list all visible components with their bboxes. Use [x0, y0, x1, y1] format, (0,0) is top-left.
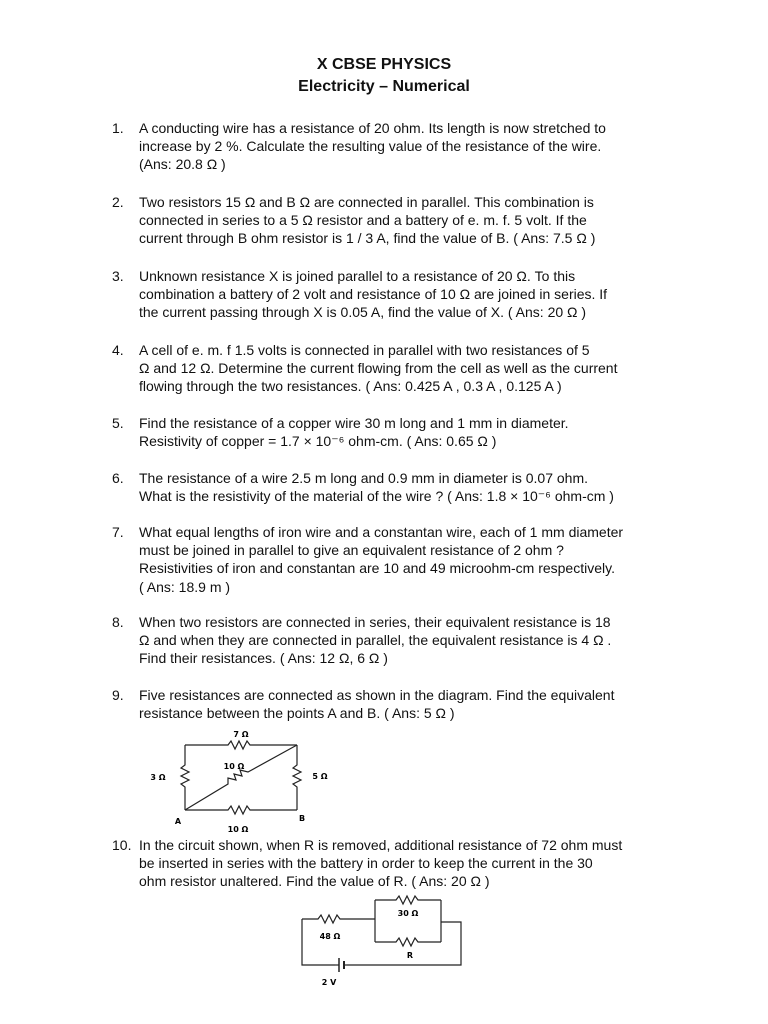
question-number: 7.: [112, 524, 124, 540]
question-line: Ω and when they are connected in parallel, the equivalent resistance is 4 Ω .: [139, 632, 612, 649]
question-line: What is the resistivity of the material of the wire ? ( Ans: 1.8 × 10⁻⁶ ohm-cm ): [139, 488, 614, 505]
resistor-left: [181, 745, 189, 810]
question-line: What equal lengths of iron wire and a constantan wire, each of 1 mm diameter: [139, 524, 624, 540]
label-battery: 2 V: [321, 978, 337, 987]
question-1: [112, 119, 672, 174]
question-line: increase by 2 %. Calculate the resulting value of the resistance of the wire.: [139, 138, 602, 155]
resistor-right: [293, 745, 301, 810]
question-number: 4.: [112, 342, 124, 358]
question-line: Ω and 12 Ω. Determine the current flowing from the cell as well as the current: [139, 360, 618, 377]
question-8: [112, 613, 672, 668]
resistor-network-diagram: [140, 725, 350, 835]
question-7: [112, 523, 672, 596]
question-line: connected in series to a 5 Ω resistor and a battery of e. m. f. 5 volt. If the: [139, 212, 587, 229]
label-point-b: B: [298, 814, 306, 823]
question-line: combination a battery of 2 volt and resistance of 10 Ω are joined in series. If: [139, 286, 608, 303]
question-line: resistance between the points A and B. ( Ans: 5 Ω ): [139, 705, 455, 722]
question-line: ohm resistor unaltered. Find the value of R. ( Ans: 20 Ω ): [139, 873, 490, 890]
question-line: A conducting wire has a resistance of 20 ohm. Its length is now stretched to: [139, 120, 606, 136]
label-resistor-30: 30 Ω: [397, 909, 419, 918]
label-left-resistor: 3 Ω: [150, 773, 166, 782]
label-bottom-resistor: 10 Ω: [227, 825, 249, 834]
question-line: Two resistors 15 Ω and B Ω are connected in parallel. This combination is: [139, 194, 594, 210]
question-9: [112, 686, 672, 722]
question-line: ( Ans: 18.9 m ): [139, 578, 231, 595]
battery-circuit-diagram: [290, 892, 470, 992]
question-line: be inserted in series with the battery in order to keep the current in the 30: [139, 855, 593, 872]
question-line: Resistivity of copper = 1.7 × 10⁻⁶ ohm-cm. ( Ans: 0.65 Ω ): [139, 433, 497, 450]
page-subtitle: Electricity – Numerical: [298, 78, 470, 95]
label-resistor-48: 48 Ω: [319, 932, 341, 941]
resistor-top: [185, 741, 297, 749]
question-3: [112, 267, 672, 322]
question-line: In the circuit shown, when R is removed, additional resistance of 72 ohm must: [139, 837, 623, 853]
resistor-diagonal: [185, 745, 297, 810]
question-number: 1.: [112, 120, 124, 136]
page-title: X CBSE PHYSICS: [316, 56, 452, 73]
resistor-48: [302, 915, 375, 923]
question-line: The resistance of a wire 2.5 m long and 0.9 mm in diameter is 0.07 ohm.: [139, 470, 588, 486]
question-line: Five resistances are connected as shown in the diagram. Find the equivalent: [139, 687, 615, 703]
question-number: 9.: [112, 687, 124, 703]
label-right-resistor: 5 Ω: [312, 772, 328, 781]
question-line: flowing through the two resistances. ( Ans: 0.425 A , 0.3 A , 0.125 A ): [139, 378, 562, 395]
question-6: [112, 469, 672, 505]
question-line: must be joined in parallel to give an equivalent resistance of 2 ohm ?: [139, 542, 564, 559]
question-line: Resistivities of iron and constantan are 10 and 49 microohm-cm respectively.: [139, 560, 615, 577]
question-line: Unknown resistance X is joined parallel to a resistance of 20 Ω. To this: [139, 268, 576, 284]
question-number: 2.: [112, 194, 124, 210]
question-line: the current passing through X is 0.05 A, find the value of X. ( Ans: 20 Ω ): [139, 304, 587, 321]
question-number: 10.: [112, 837, 132, 853]
resistor-bottom: [185, 806, 297, 814]
question-line: When two resistors are connected in series, their equivalent resistance is 18: [139, 614, 611, 630]
question-line: Find the resistance of a copper wire 30 m long and 1 mm in diameter.: [139, 415, 569, 431]
resistor-r: [375, 938, 441, 946]
question-line: (Ans: 20.8 Ω ): [139, 156, 226, 173]
question-10: [112, 836, 672, 891]
question-line: A cell of e. m. f 1.5 volts is connected in parallel with two resistances of 5: [139, 342, 590, 358]
resistor-30: [375, 896, 441, 904]
question-4: [112, 341, 672, 396]
question-number: 5.: [112, 415, 124, 431]
question-number: 6.: [112, 470, 124, 486]
label-resistor-r: R: [406, 951, 414, 960]
label-point-a: A: [174, 817, 182, 826]
label-middle-resistor: 10 Ω: [223, 762, 245, 771]
question-5: [112, 414, 672, 450]
question-number: 3.: [112, 268, 124, 284]
question-line: current through B ohm resistor is 1 / 3 A, find the value of B. ( Ans: 7.5 Ω ): [139, 230, 596, 247]
question-line: Find their resistances. ( Ans: 12 Ω, 6 Ω ): [139, 650, 388, 667]
label-top-resistor: 7 Ω: [233, 730, 249, 739]
question-2: [112, 193, 672, 248]
question-number: 8.: [112, 614, 124, 630]
